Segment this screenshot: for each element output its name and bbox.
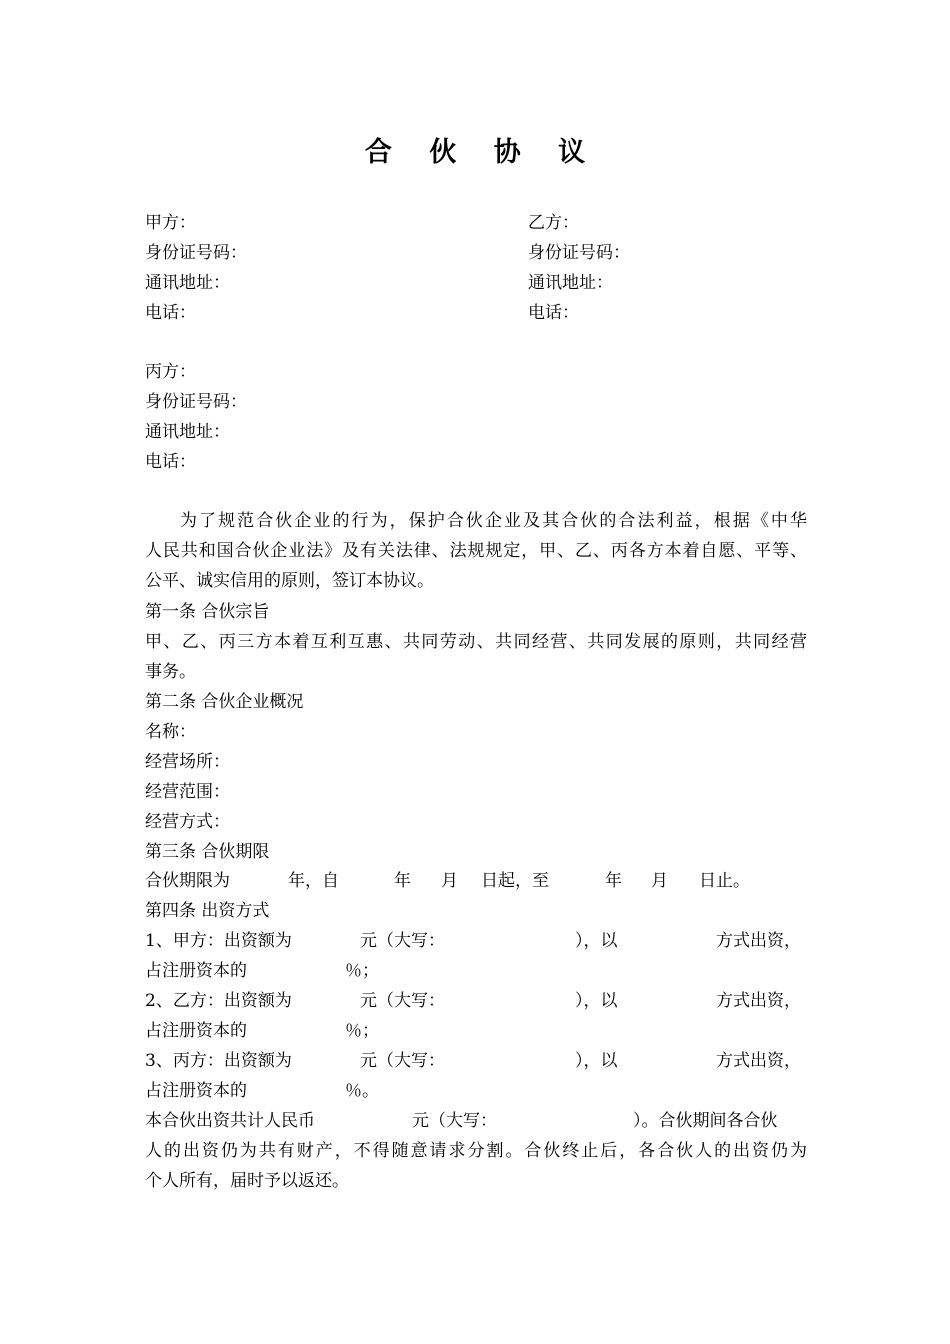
article-2-heading: 第二条 合伙企业概况 xyxy=(145,692,304,712)
article-1-line: 事务。 xyxy=(145,662,196,682)
party-c-phone-label: 电话： xyxy=(145,452,196,472)
term-text: 日起，至 xyxy=(481,871,549,891)
party-b-id-label: 身份证号码： xyxy=(528,243,630,263)
contribution-yuan: 元（大写： xyxy=(360,1051,445,1071)
share-pct: ％； xyxy=(345,961,379,981)
enterprise-name-label: 名称： xyxy=(145,722,196,742)
party-c-name-label: 丙方： xyxy=(145,362,196,382)
contribution-close: ），以 xyxy=(575,991,618,1011)
total-yuan: 元（大写： xyxy=(412,1111,497,1131)
party-b-name-label: 乙方： xyxy=(528,213,579,233)
preamble-line: 人民共和国合伙企业法》及有关法律、法规规定，甲、乙、丙各方本着自愿、平等、 xyxy=(145,541,807,561)
term-text: 日止。 xyxy=(699,871,750,891)
term-text: 合伙期限为 xyxy=(145,871,230,891)
party-a-address-label: 通讯地址： xyxy=(145,273,230,293)
contribution-line xyxy=(145,986,807,1016)
contribution-method: 方式出资， xyxy=(716,931,801,951)
article-4-heading: 第四条 出资方式 xyxy=(145,901,270,921)
preamble-line: 公平、诚实信用的原则，签订本协议。 xyxy=(145,571,434,591)
contribution-prefix: 1、甲方：出资额为 xyxy=(145,931,292,951)
contribution-close: ），以 xyxy=(575,1051,618,1071)
party-c-address-label: 通讯地址： xyxy=(145,422,230,442)
article-4-tail-line: 个人所有，届时予以返还。 xyxy=(145,1171,349,1191)
document-title: 合 伙 协 议 xyxy=(364,137,600,168)
party-a-id-label: 身份证号码： xyxy=(145,243,247,263)
term-text: 年，自 xyxy=(288,871,339,891)
term-text: 月 xyxy=(651,871,668,891)
term-text: 月 xyxy=(441,871,458,891)
share-label: 占注册资本的 xyxy=(145,1021,247,1041)
total-contribution-line xyxy=(145,1106,807,1136)
contribution-method: 方式出资， xyxy=(716,1051,801,1071)
share-pct: ％。 xyxy=(345,1081,379,1101)
term-text: 年 xyxy=(605,871,622,891)
contribution-share-line xyxy=(145,1076,807,1106)
contribution-prefix: 3、丙方：出资额为 xyxy=(145,1051,292,1071)
contribution-line xyxy=(145,926,807,956)
contribution-line xyxy=(145,1046,807,1076)
total-close: ）。合伙期间各合伙 xyxy=(633,1111,778,1131)
article-4-tail-line: 人的出资仍为共有财产，不得随意请求分割。合伙终止后，各合伙人的出资仍为 xyxy=(145,1141,807,1161)
term-text: 年 xyxy=(394,871,411,891)
party-b-phone-label: 电话： xyxy=(528,303,579,323)
contribution-yuan: 元（大写： xyxy=(360,991,445,1011)
party-a-phone-label: 电话： xyxy=(145,303,196,323)
contribution-method: 方式出资， xyxy=(716,991,801,1011)
article-1-heading: 第一条 合伙宗旨 xyxy=(145,602,270,622)
share-label: 占注册资本的 xyxy=(145,1081,247,1101)
contribution-share-line xyxy=(145,1016,807,1046)
contribution-yuan: 元（大写： xyxy=(360,931,445,951)
contribution-prefix: 2、乙方：出资额为 xyxy=(145,991,292,1011)
preamble-line: 为了规范合伙企业的行为，保护合伙企业及其合伙的合法利益，根据《中华 xyxy=(180,511,807,531)
party-a-name-label: 甲方： xyxy=(145,213,196,233)
party-b-address-label: 通讯地址： xyxy=(528,273,613,293)
article-3-heading: 第三条 合伙期限 xyxy=(145,842,270,862)
total-text: 本合伙出资共计人民币 xyxy=(145,1111,315,1131)
business-scope-label: 经营范围： xyxy=(145,782,230,802)
partnership-term-line xyxy=(145,866,807,896)
contribution-close: ），以 xyxy=(575,931,618,951)
share-pct: ％； xyxy=(345,1021,379,1041)
article-1-line: 甲、乙、丙三方本着互利互惠、共同劳动、共同经营、共同发展的原则，共同经营 xyxy=(145,632,807,652)
party-c-id-label: 身份证号码： xyxy=(145,392,247,412)
business-place-label: 经营场所： xyxy=(145,752,230,772)
share-label: 占注册资本的 xyxy=(145,961,247,981)
business-mode-label: 经营方式： xyxy=(145,812,230,832)
contribution-share-line xyxy=(145,956,807,986)
